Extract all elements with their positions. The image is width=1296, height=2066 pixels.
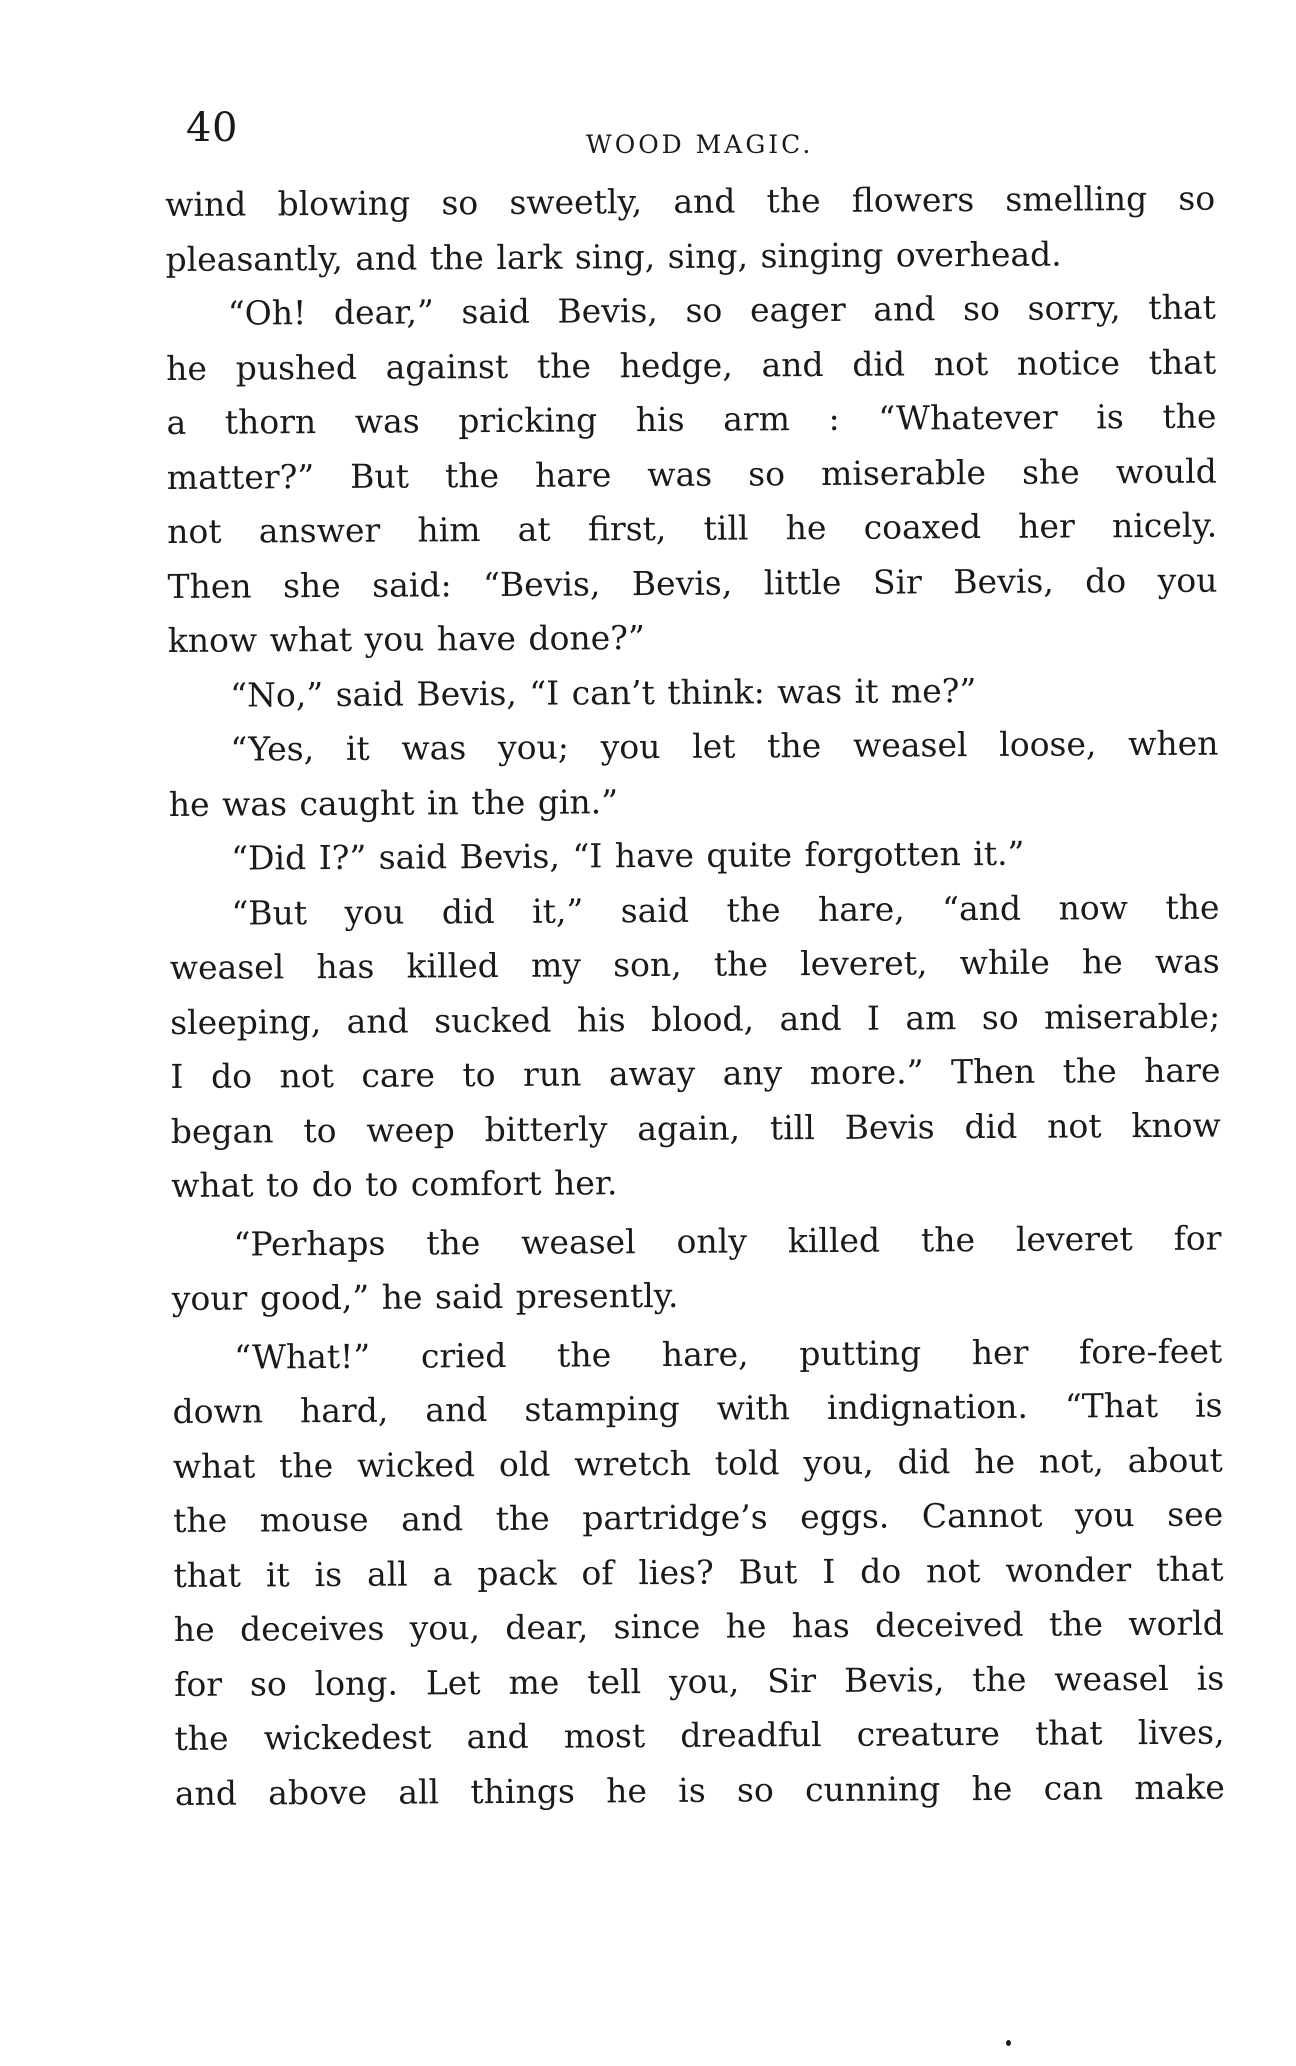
- text-line: began to weep bitterly again, till Bevis did not know: [170, 1105, 1221, 1151]
- text-line: not answer him at first, till he coaxed her nicely.: [167, 505, 1218, 551]
- running-title: WOOD MAGIC.: [586, 130, 814, 159]
- text-line: “What!” cried the hare, putting her fore-feet: [234, 1331, 1223, 1377]
- text-line: “No,” said Bevis, “I can’t think: was it me?”: [230, 670, 977, 715]
- text-line: “Perhaps the weasel only killed the leveret for: [233, 1218, 1222, 1264]
- text-line: know what you have done?”: [167, 618, 645, 660]
- text-line: I do not care to run away any more.” Then the hare: [170, 1050, 1221, 1096]
- text-line: that it is all a pack of lies? But I do not wonder that: [173, 1549, 1224, 1595]
- text-line: and above all things he is so cunning he can make: [174, 1767, 1225, 1813]
- text-line: he was caught in the gin.”: [168, 781, 619, 824]
- text-line: what the wicked old wretch told you, did he not, about: [172, 1440, 1223, 1486]
- text-line: the mouse and the partridge’s eggs. Cannot you see: [173, 1494, 1224, 1540]
- text-line: sleeping, and sucked his blood, and I am so miserable;: [170, 996, 1221, 1042]
- text-line: down hard, and stamping with indignation. “That is: [172, 1385, 1223, 1431]
- text-line: your good,” he said presently.: [171, 1275, 679, 1318]
- text-line: he pushed against the hedge, and did not notice that: [166, 342, 1217, 388]
- text-line: weasel has killed my son, the leveret, while he was: [169, 941, 1220, 987]
- ink-speck: [1006, 2040, 1011, 2046]
- text-line: “Oh! dear,” said Bevis, so eager and so sorry, that: [227, 287, 1216, 333]
- text-line: matter?” But the hare was so miserable she would: [166, 451, 1217, 497]
- text-line: “Did I?” said Bevis, “I have quite forgotten it.”: [231, 833, 1025, 878]
- text-line: what to do to comfort her.: [171, 1163, 618, 1205]
- text-line: he deceives you, dear, since he has deceived the world: [173, 1603, 1224, 1649]
- text-line: pleasantly, and the lark sing, sing, singing overhead.: [165, 234, 1062, 279]
- text-line: Then she said: “Bevis, Bevis, little Sir Bevis, do you: [167, 560, 1218, 606]
- text-line: “Yes, it was you; you let the weasel loose, when: [230, 723, 1219, 769]
- text-line: wind blowing so sweetly, and the flowers smelling so: [165, 178, 1216, 224]
- body-text: [165, 172, 1225, 1821]
- text-line: a thorn was pricking his arm : “Whatever is the: [166, 396, 1217, 442]
- text-line: “But you did it,” said the hare, “and now the: [231, 887, 1220, 933]
- text-line: for so long. Let me tell you, Sir Bevis, the weasel is: [174, 1658, 1225, 1704]
- page-number: 40: [186, 105, 238, 151]
- text-line: the wickedest and most dreadful creature that lives,: [174, 1712, 1225, 1758]
